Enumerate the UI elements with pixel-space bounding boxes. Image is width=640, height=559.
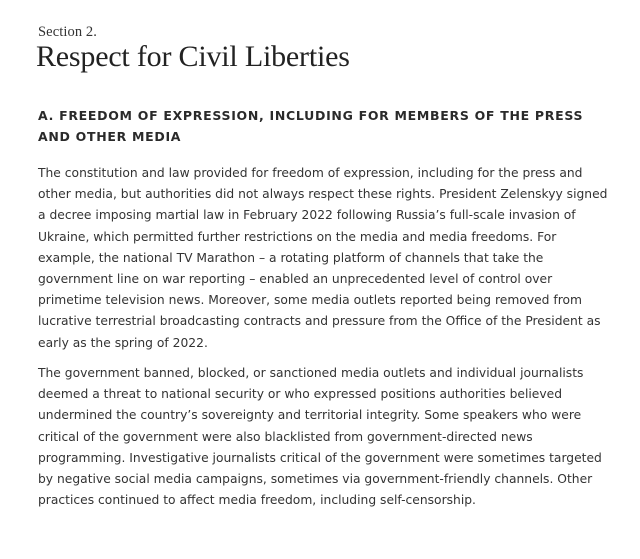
body-paragraph: The constitution and law provided for freedom of expression, including for the press and other media, but authorities did not always respect these rights. President Zelenskyy signed a decree imposing martial law in February 2022 following Russia’s full-scale invasion of Ukraine, which permitted further restrictions on the media and media freedoms. For example, the national TV Marathon – a rotating platform of channels that take the government line on war reporting – enabled an unprecedented level of control over primetime television news. Moreover, some media outlets reported being removed from lucrative terrestrial broadcasting contracts and pressure from the Office of the President as early as the spring of 2022. bbox=[38, 166, 608, 350]
section-label: Section 2. bbox=[38, 24, 97, 40]
subsection-heading: A. FREEDOM OF EXPRESSION, INCLUDING FOR MEMBERS OF THE PRESS AND OTHER MEDIA bbox=[38, 108, 584, 144]
body-paragraph: The government banned, blocked, or sanctioned media outlets and individual journalists deemed a threat to national security or who expressed positions authorities believed undermined the country’s sovereignty and territorial integrity. Some speakers who were critical of the government were also blacklisted from government-directed news programming. Investigative journalists critical of the government were sometimes targeted by negative social media campaigns, sometimes via government-friendly channels. Other practices continued to affect media freedom, including self-censorship. bbox=[38, 366, 602, 508]
section-title: Respect for Civil Liberties bbox=[36, 40, 350, 73]
